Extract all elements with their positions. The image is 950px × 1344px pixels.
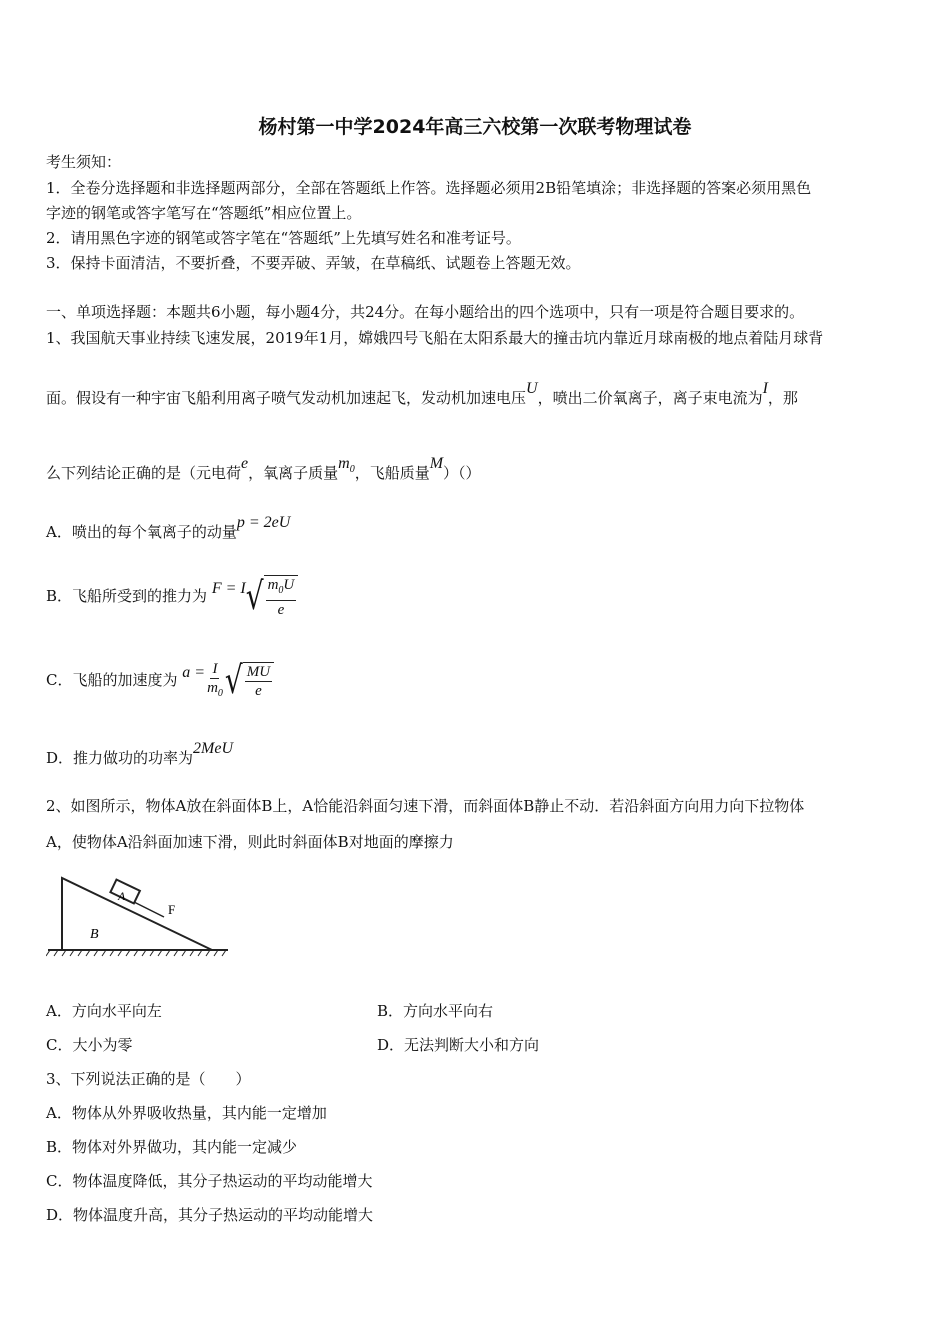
- notice-heading: 考生须知：: [46, 153, 122, 171]
- q2-stem-line2: A，使物体A沿斜面加速下滑，则此时斜面体B对地面的摩擦力: [46, 833, 454, 851]
- q3-option-b: B．物体对外界做功，其内能一定减少: [46, 1138, 298, 1156]
- notice-item-3: 3．保持卡面清洁，不要折叠，不要弄破、弄皱，在草稿纸、试题卷上答题无效。: [46, 254, 581, 272]
- q1-stem-line3: 么下列结论正确的是（元电荷e，氧离子质量$m_0$，飞船质量M）（）: [46, 455, 481, 482]
- formula-d: 2MeU: [193, 740, 234, 757]
- q3-stem: 3、下列说法正确的是（ ）: [46, 1070, 251, 1088]
- q3-option-c: C．物体温度降低，其分子热运动的平均动能增大: [46, 1172, 373, 1190]
- formula-c-lhs: a =: [182, 664, 206, 681]
- section-heading: 一、单项选择题：本题共6小题，每小题4分，共24分。在每小题给出的四个选项中，只有一项是符合题目要求的。: [46, 303, 805, 321]
- notice-item-1a: 1．全卷分选择题和非选择题两部分，全部在答题纸上作答。选择题必须用2B铅笔填涂；非选择题的答案必须用黑色: [46, 179, 812, 197]
- notice-item-2: 2．请用黑色字迹的钢笔或答字笔在“答题纸”上先填写姓名和准考证号。: [46, 229, 521, 247]
- q2-option-a: A．方向水平向左: [46, 1002, 162, 1020]
- label-f: F: [168, 902, 176, 917]
- formula-a: p = 2eU: [236, 514, 291, 531]
- q2-option-b: B．方向水平向右: [377, 1002, 494, 1020]
- q1-option-d: D．推力做功的功率为2MeU: [46, 740, 234, 767]
- q1-option-b: B．飞船所受到的推力为 F = I √ $\frac{m_0U}{e}$: [46, 570, 298, 623]
- symbol-m0: $m_0$: [338, 455, 355, 476]
- symbol-I: I: [762, 380, 768, 397]
- page-title: 杨村第一中学2024年高三六校第一次联考物理试卷: [258, 116, 692, 138]
- formula-c-sqrt: √ $\frac{MU}{e}$: [225, 653, 274, 709]
- label-b: B: [90, 927, 99, 942]
- formula-c-frac: $\frac{I}{m_0}$: [207, 660, 223, 699]
- q2-option-d: D．无法判断大小和方向: [377, 1036, 540, 1054]
- notice-item-1b: 字迹的钢笔或答字笔写在“答题纸”相应位置上。: [46, 204, 362, 222]
- label-a: A: [118, 889, 126, 903]
- symbol-U: U: [526, 380, 538, 397]
- q1-option-c: C．飞船的加速度为 a = $\frac{I}{m_0}$ √ $\frac{MU}{e}$: [46, 652, 274, 709]
- symbol-e: e: [241, 455, 249, 472]
- q2-stem-line1: 2、如图所示，物体A放在斜面体B上，A恰能沿斜面匀速下滑，而斜面体B静止不动．若沿斜面方向用力向下拉物体: [46, 797, 805, 815]
- q3-option-d: D．物体温度升高，其分子热运动的平均动能增大: [46, 1206, 374, 1224]
- formula-b-lhs: F = I: [211, 580, 246, 597]
- q3-option-a: A．物体从外界吸收热量，其内能一定增加: [46, 1104, 327, 1122]
- symbol-M: M: [429, 455, 444, 472]
- q2-option-c: C．大小为零: [46, 1036, 133, 1054]
- formula-b-sqrt: √ $\frac{m_0U}{e}$: [246, 571, 299, 623]
- q1-stem-line2: 面。假设有一种宇宙飞船利用离子喷气发动机加速起飞，发动机加速电压U，喷出二价氧离子，离子束电流为I，那: [46, 380, 798, 407]
- q1-stem-line1: 1、我国航天事业持续飞速发展，2019年1月，嫦娥四号飞船在太阳系最大的撞击坑内靠近月球南极的地点着陆月球背: [46, 329, 824, 347]
- incline-diagram: [46, 872, 231, 962]
- q1-option-a: A．喷出的每个氧离子的动量p = 2eU: [46, 514, 291, 541]
